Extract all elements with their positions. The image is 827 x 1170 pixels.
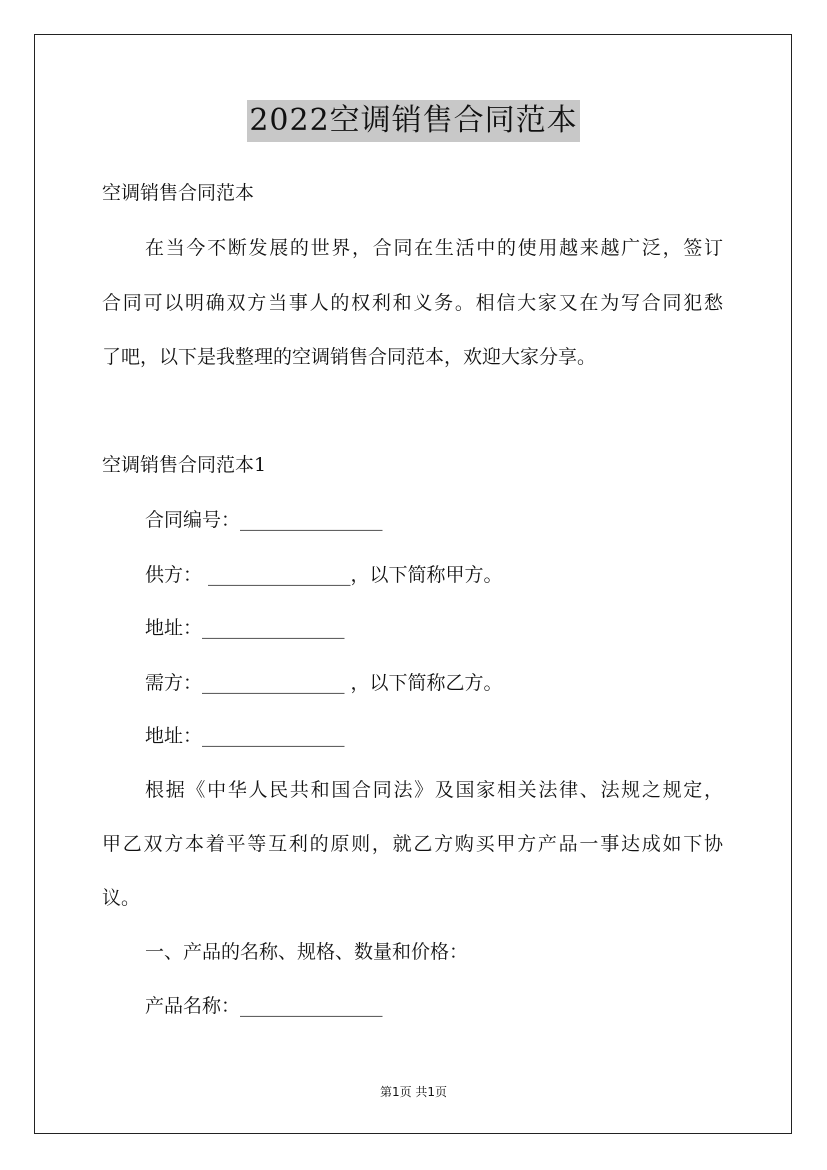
page-footer: 第1页 共1页 [379, 1085, 448, 1099]
section-title: 空调销售合同范本1 [102, 454, 267, 476]
supplier-field: 供方： _______________，以下简称甲方。 [145, 564, 503, 586]
clause-1-heading: 一、产品的名称、规格、数量和价格： [145, 941, 469, 963]
contract-number-field: 合同编号：_______________ [145, 509, 383, 531]
supplier-address-field: 地址：_______________ [145, 617, 345, 639]
intro-line-3: 了吧，以下是我整理的空调销售合同范本，欢迎大家分享。 [102, 346, 597, 368]
title-container [0, 100, 827, 142]
basis-line-1: 根据《中华人民共和国合同法》及国家相关法律、法规之规定， [145, 779, 723, 801]
intro-line-1: 在当今不断发展的世界，合同在生活中的使用越来越广泛，签订 [145, 237, 723, 259]
document-title: 2022空调销售合同范本 [247, 100, 579, 142]
basis-line-3: 议。 [102, 887, 141, 909]
buyer-field: 需方：_______________ ，以下简称乙方。 [145, 672, 503, 694]
document-subtitle: 空调销售合同范本 [102, 182, 255, 204]
product-name-field: 产品名称：_______________ [145, 995, 383, 1017]
basis-line-2: 甲乙双方本着平等互利的原则，就乙方购买甲方产品一事达成如下协 [102, 833, 723, 855]
intro-line-2: 合同可以明确双方当事人的权利和义务。相信大家又在为写合同犯愁 [102, 292, 723, 314]
buyer-address-field: 地址：_______________ [145, 725, 345, 747]
